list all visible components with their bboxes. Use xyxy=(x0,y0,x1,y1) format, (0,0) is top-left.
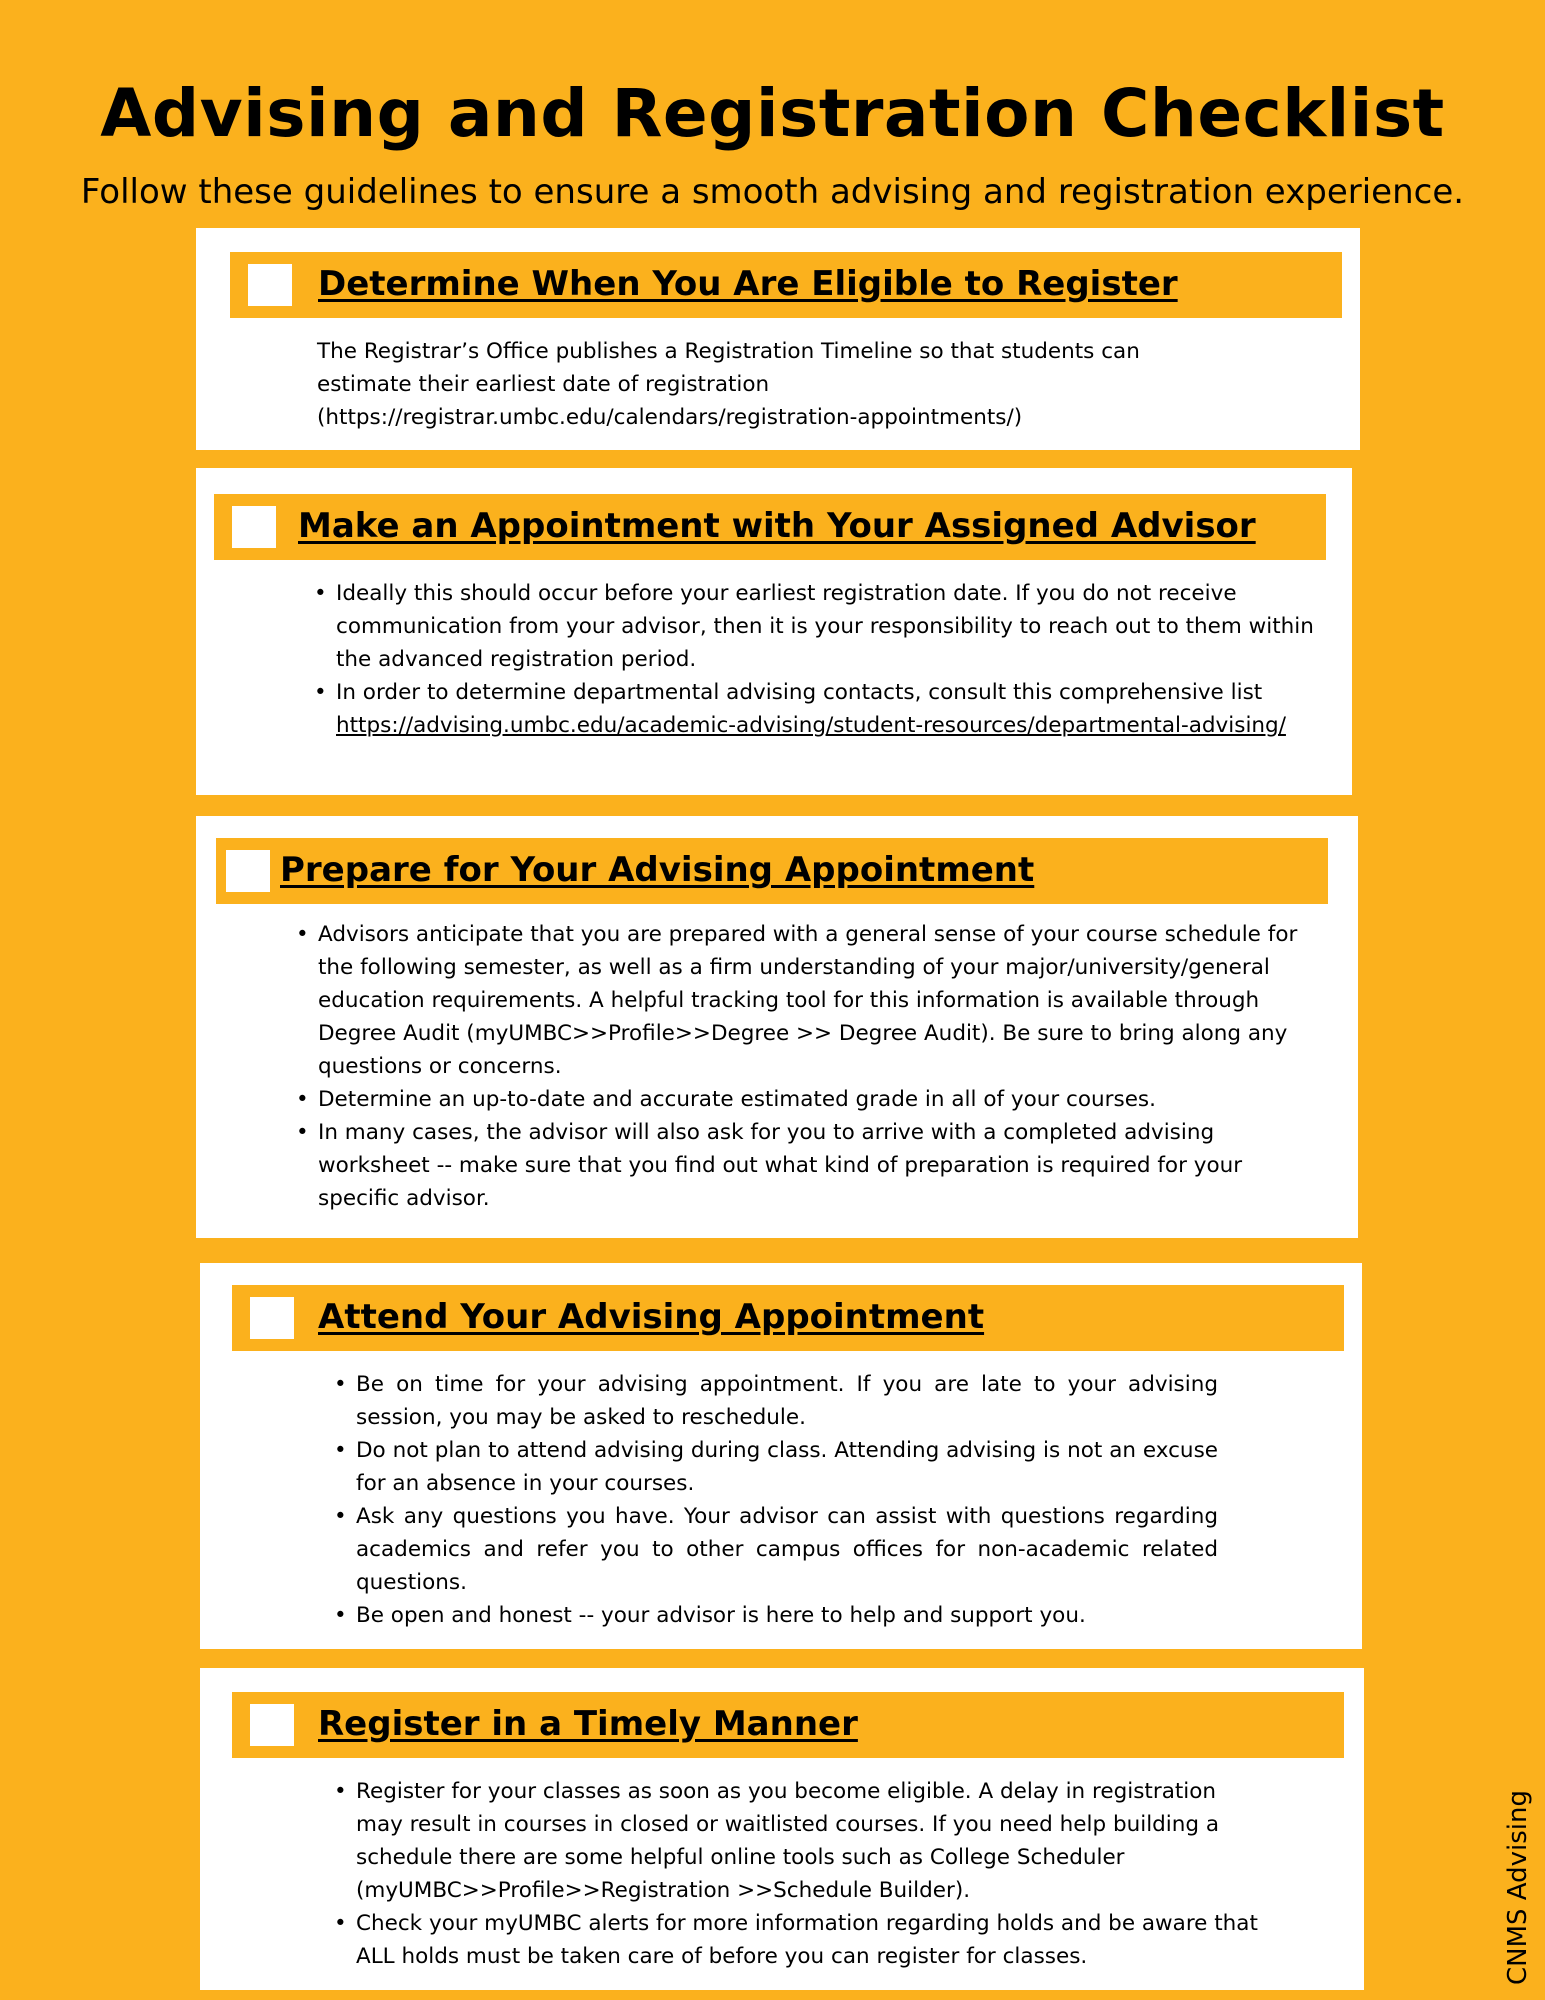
list-item: • Do not plan to attend advising during class. Attending advising is not an excuse for an absence in your courses. xyxy=(334,1434,1218,1500)
list-item: • In many cases, the advisor will also ask for you to arrive with a completed advising worksheet -- make sure that you find out what kind of preparation is required for your specific advisor. xyxy=(296,1116,1316,1215)
list-item: • Check your myUMBC alerts for more information regarding holds and be aware that ALL holds must be taken care of before you can register for classes. xyxy=(334,1907,1264,1973)
section-bullet-list xyxy=(334,1368,1218,1632)
section-header-bar xyxy=(232,1285,1344,1351)
checkbox[interactable] xyxy=(250,1297,294,1339)
section-header-bar xyxy=(232,1692,1344,1758)
section-heading: Attend Your Advising Appointment xyxy=(318,1297,985,1337)
list-item: • Be open and honest -- your advisor is here to help and support you. xyxy=(334,1599,1218,1632)
side-label: CNMS Advising xyxy=(1503,1790,1533,1985)
list-item: • Ask any questions you have. Your advisor can assist with questions regarding academics and refer you to other campus offices for non-academic related questions. xyxy=(334,1500,1218,1599)
departmental-advising-link[interactable]: https://advising.umbc.edu/academic-advising/student-resources/departmental-advising/ xyxy=(336,713,1286,738)
list-item-text: In order to determine departmental advising contacts, consult this comprehensive list xyxy=(336,680,1263,705)
section-header-bar xyxy=(216,838,1328,904)
page-title: Advising and Registration Checklist xyxy=(100,75,1445,152)
section-card-eligibility xyxy=(196,228,1360,450)
section-body-text: The Registrar’s Office publishes a Registration Timeline so that students can estimate their earliest date of registration (https://registrar.umbc.edu/calendars/registration-appointments/) xyxy=(317,339,1140,430)
section-header-bar xyxy=(214,494,1326,560)
checkbox[interactable] xyxy=(232,506,276,548)
section-card-attend xyxy=(200,1263,1362,1649)
page-subtitle: Follow these guidelines to ensure a smooth advising and registration experience. xyxy=(80,172,1465,212)
section-bullet-list xyxy=(296,918,1316,1215)
list-item: • Be on time for your advising appointment. If you are late to your advising session, you may be asked to reschedule. xyxy=(334,1368,1218,1434)
list-item: • Advisors anticipate that you are prepared with a general sense of your course schedule for the following semester, as well as a firm understanding of your major/university/general education requirements. A helpful tracking tool for this information is available through Degree Audit (myUMBC>>Profile>>Degree >> Degree Audit). Be sure to bring along any questions or concerns. xyxy=(296,918,1316,1083)
section-heading: Register in a Timely Manner xyxy=(318,1704,858,1744)
section-card-register xyxy=(200,1668,1364,1990)
section-card-prepare xyxy=(196,816,1358,1238)
list-item xyxy=(314,676,1314,742)
checkbox[interactable] xyxy=(226,850,270,892)
list-item: • Determine an up-to-date and accurate estimated grade in all of your courses. xyxy=(296,1083,1316,1116)
checkbox[interactable] xyxy=(248,264,292,306)
list-item: • Register for your classes as soon as you become eligible. A delay in registration may result in courses in closed or waitlisted courses. If you need help building a schedule there are some helpful online tools such as College Scheduler (myUMBC>>Profile>>Registration >>Schedule Builder). xyxy=(334,1775,1264,1907)
section-card-appointment xyxy=(196,468,1352,795)
section-bullet-list xyxy=(314,577,1314,742)
list-item: • Ideally this should occur before your earliest registration date. If you do not receive communication from your advisor, then it is your responsibility to reach out to them within the advanced registration period. xyxy=(314,577,1314,676)
section-heading: Make an Appointment with Your Assigned Advisor xyxy=(298,506,1256,546)
section-heading: Prepare for Your Advising Appointment xyxy=(280,850,1035,890)
section-header-bar xyxy=(230,252,1342,318)
checkbox[interactable] xyxy=(250,1704,294,1746)
section-bullet-list xyxy=(334,1775,1264,1973)
section-heading: Determine When You Are Eligible to Register xyxy=(318,264,1178,304)
